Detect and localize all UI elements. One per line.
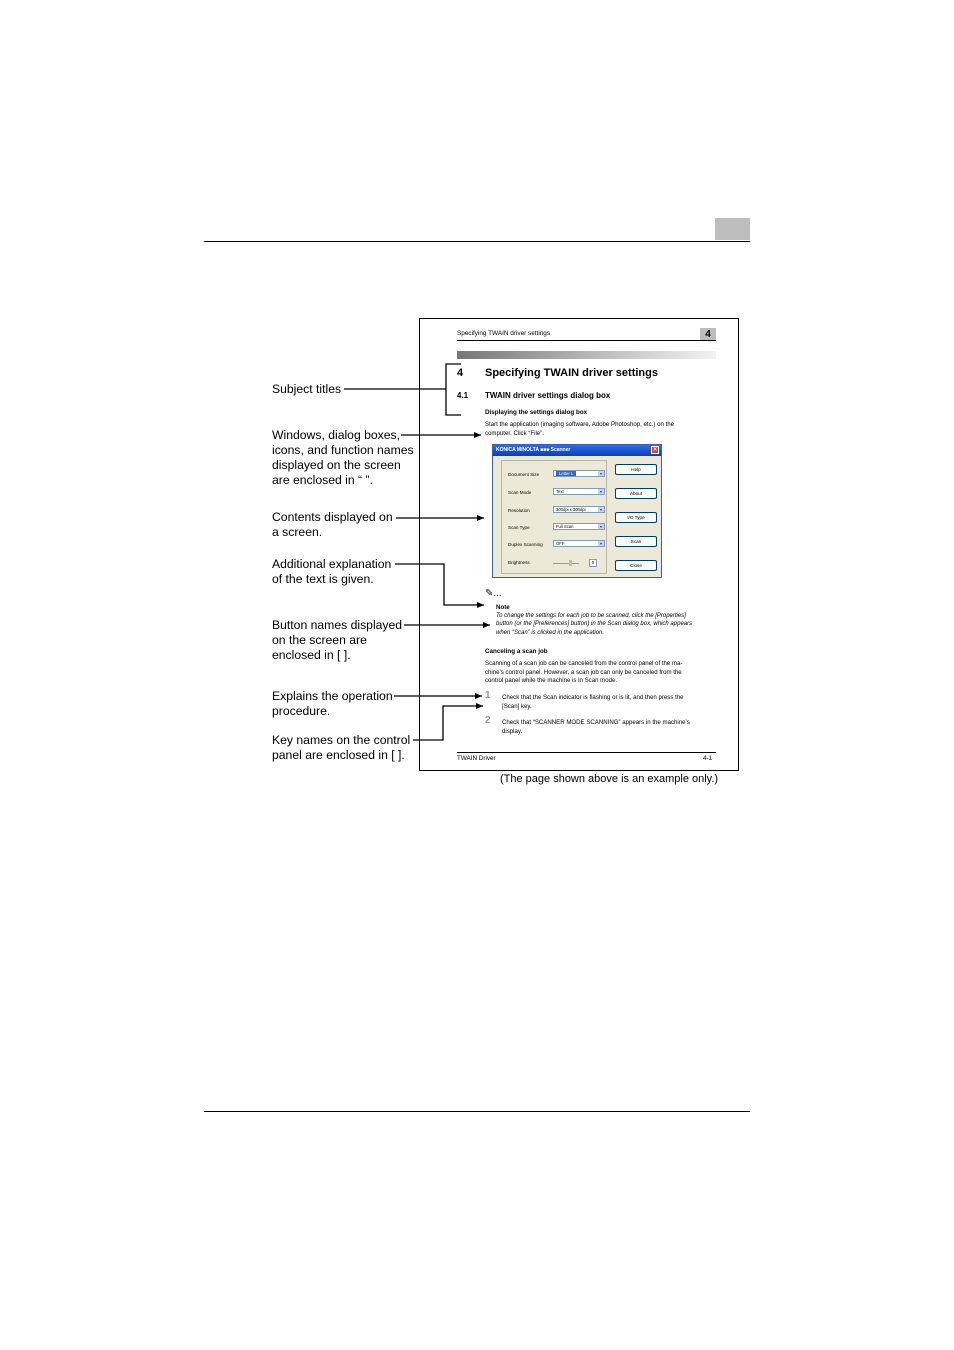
sample-step-text: Check that the Scan indicator is flashing or is lit, and then press the [Scan] key. (502, 694, 684, 710)
help-button[interactable]: Help (615, 464, 657, 475)
scan-button[interactable]: Scan (615, 536, 657, 547)
select-document-size[interactable]: Letter L ▾ (553, 470, 605, 477)
sample-section-number: 4.1 (457, 391, 469, 400)
field-label-brightness: Brightness (508, 560, 530, 565)
chevron-down-icon: ▾ (599, 524, 602, 529)
note-pencil-icon: ✎... (485, 588, 502, 599)
sample-step-number: 2 (485, 715, 491, 726)
field-label-scan-mode: Scan Mode (508, 490, 532, 495)
callout-subject-titles: Subject titles (272, 382, 342, 396)
callout-additional-explanation: Additional explanation of the text is given. (272, 557, 392, 586)
chevron-down-icon: ▾ (599, 541, 602, 546)
chevron-down-icon: ▾ (599, 489, 602, 494)
field-label-resolution: Resolution (508, 508, 530, 513)
field-label-document-size: Document Size (508, 472, 540, 477)
field-label-duplex: Duplex Scanning (508, 542, 543, 547)
brightness-value-field[interactable]: 0 (589, 559, 597, 567)
callout-windows-names: Windows, dialog boxes, icons, and function names displayed on the screen are enclosed in “ ”. (272, 428, 414, 487)
sample-step-text: Check that “SCANNER MODE SCANNING” appears in the machine’s display. (502, 719, 690, 735)
select-resolution[interactable]: 300dpi x 300dpi ▾ (553, 506, 605, 513)
sample-chapter-title: Specifying TWAIN driver settings (485, 367, 658, 379)
sample-footer-right: 4-1 (703, 755, 713, 762)
callout-operation-procedure: Explains the operation procedure. (272, 689, 393, 718)
sample-cancel-text: Scanning of a scan job can be canceled from the control panel of the ma- chine’s control panel. However, a scan job can only be canceled from the control panel while the machine is in Scan mode. (485, 660, 683, 685)
sample-subsection-title: Displaying the settings dialog box (485, 409, 588, 416)
close-button[interactable]: Close (615, 560, 657, 571)
sample-header-title: Specifying TWAIN driver settings (457, 330, 551, 337)
sample-step-number: 1 (485, 690, 491, 701)
sample-header-number: 4 (700, 328, 716, 341)
io-type-button[interactable]: I/O Type (615, 512, 657, 523)
select-scan-type[interactable]: Full Scan ▾ (553, 523, 605, 530)
callout-button-names: Button names displayed on the screen are enclosed in [ ]. (272, 618, 403, 662)
sample-intro-text: Start the application (imaging software, Adobe Photoshop, etc.) on the computer. Click “File”. (485, 421, 675, 437)
about-button[interactable]: About (615, 488, 657, 499)
select-duplex[interactable]: OFF ▾ (553, 540, 605, 547)
example-caption: (The page shown above is an example only.) (500, 773, 719, 785)
close-icon[interactable]: ✕ (652, 447, 658, 453)
field-label-scan-type: Scan Type (508, 525, 530, 530)
select-scan-mode[interactable]: Text ▾ (553, 488, 605, 495)
sample-chapter-number: 4 (457, 367, 464, 379)
chevron-down-icon: ▾ (599, 507, 602, 512)
dialog-title: KONICA MINOLTA ■■■ Scanner (496, 447, 571, 453)
sample-footer-left: TWAIN Driver (457, 755, 496, 762)
sample-section-title: TWAIN driver settings dialog box (485, 391, 611, 400)
sample-subsection2-title: Canceling a scan job (485, 648, 548, 655)
callout-key-names: Key names on the control panel are enclosed in [ ]. (272, 733, 411, 762)
chevron-down-icon: ▾ (599, 471, 602, 476)
sample-note-label: Note (496, 604, 510, 611)
callout-screen-contents: Contents displayed on a screen. (272, 510, 393, 539)
sample-note-text: To change the settings for each job to be scanned, click the [Properties] button (or the [Preferences] button) in the Scan dialog box, which appears when “Scan” is clicked in the application. (496, 613, 693, 636)
